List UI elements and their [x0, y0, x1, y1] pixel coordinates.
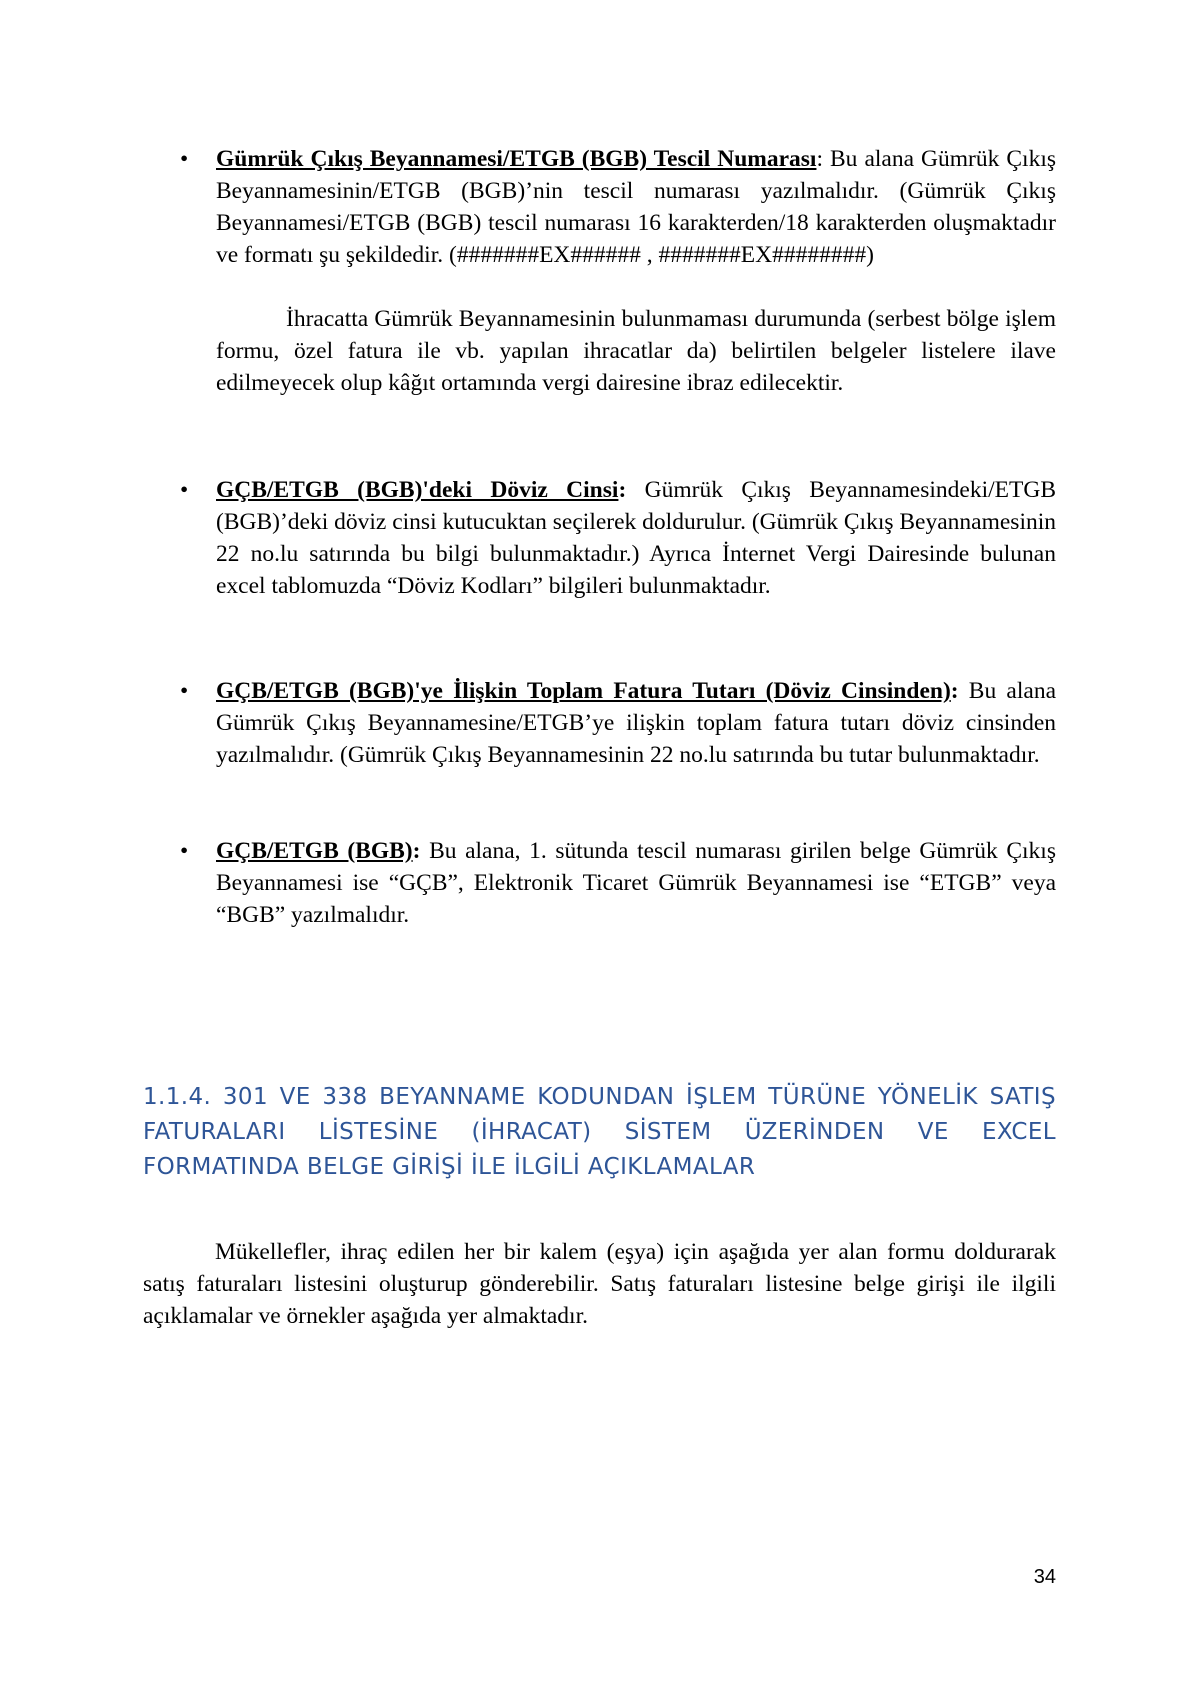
bullet-term: GÇB/ETGB (BGB)	[216, 838, 413, 864]
note-paragraph: İhracatta Gümrük Beyannamesinin bulunmaması durumunda (serbest bölge işlem formu, özel fatura ile vb. yapılan ihracatlar da) belirtilen belgeler listelere ilave edilmeyecek olup kâğıt ortamında vergi dairesine ibraz edilecektir.	[216, 306, 1056, 396]
bullet-dot: •	[180, 678, 189, 704]
bullet-separator: :	[950, 678, 959, 704]
bullet-term: Gümrük Çıkış Beyannamesi/ETGB (BGB) Tescil Numarası	[216, 146, 817, 172]
bullet-text: Bu alana Gümrük Çıkış Beyannamesine/ETGB’ye ilişkin toplam fatura tutarı döviz cinsinden yazılmalıdır. (Gümrük Çıkış Beyannamesinin 22 no.lu satırında bu tutar bulunmaktadır.	[216, 678, 1057, 768]
bullet-separator: :	[816, 146, 823, 172]
bullet-term: GÇB/ETGB (BGB)'deki Döviz Cinsi	[216, 477, 619, 503]
bullet-separator: :	[618, 477, 627, 503]
bullet-dot: •	[180, 838, 189, 864]
bullet-text: Bu alana, 1. sütunda tescil numarası girilen belge Gümrük Çıkış Beyannamesi ise “GÇB”, Elektronik Ticaret Gümrük Beyannamesi ise “ETGB” veya “BGB” yazılmalıdır.	[216, 838, 1056, 928]
bullet-dot: •	[180, 146, 189, 172]
bullet-item-gcb-etgb	[216, 835, 1056, 931]
page-number: 34	[1033, 1566, 1056, 1588]
bullet-item-doviz-cinsi	[216, 474, 1056, 602]
bullet-term: GÇB/ETGB (BGB)'ye İlişkin Toplam Fatura Tutarı (Döviz Cinsinden)	[216, 678, 951, 704]
bullet-separator: :	[412, 838, 421, 864]
bullet-dot: •	[180, 477, 189, 503]
bullet-text: Bu alana Gümrük Çıkış Beyannamesinin/ETGB (BGB)’nin tescil numarası yazılmalıdır. (Gümrük Çıkış Beyannamesi/ETGB (BGB) tescil numarası 16 karakterden/18 karakterden oluşmaktadır ve formatı şu şekildedir. (#######EX###### , #######EX########)	[216, 146, 1056, 268]
bullet-item-tescil-numarasi	[216, 143, 1056, 271]
bullet-item-toplam-fatura-tutari	[216, 675, 1056, 771]
section-heading: 1.1.4. 301 VE 338 BEYANNAME KODUNDAN İŞLEM TÜRÜNE YÖNELİK SATIŞ FATURALARI LİSTESİNE (İHRACAT) SİSTEM ÜZERİNDEN VE EXCEL FORMATINDA BELGE GİRİŞİ İLE İLGİLİ AÇIKLAMALAR	[143, 1084, 1056, 1180]
body-paragraph: Mükellefler, ihraç edilen her bir kalem (eşya) için aşağıda yer alan formu doldurarak satış faturaları listesini oluşturup gönderebilir. Satış faturaları listesine belge girişi ile ilgili açıklamalar ve örnekler aşağıda yer almaktadır.	[143, 1239, 1056, 1329]
bullet-text: Gümrük Çıkış Beyannamesindeki/ETGB (BGB)’deki döviz cinsi kutucuktan seçilerek doldurulur. (Gümrük Çıkış Beyannamesinin 22 no.lu satırında bu bilgi bulunmaktadır.) Ayrıca İnternet Vergi Dairesinde bulunan excel tablomuzda “Döviz Kodları” bilgileri bulunmaktadır.	[216, 477, 1056, 599]
